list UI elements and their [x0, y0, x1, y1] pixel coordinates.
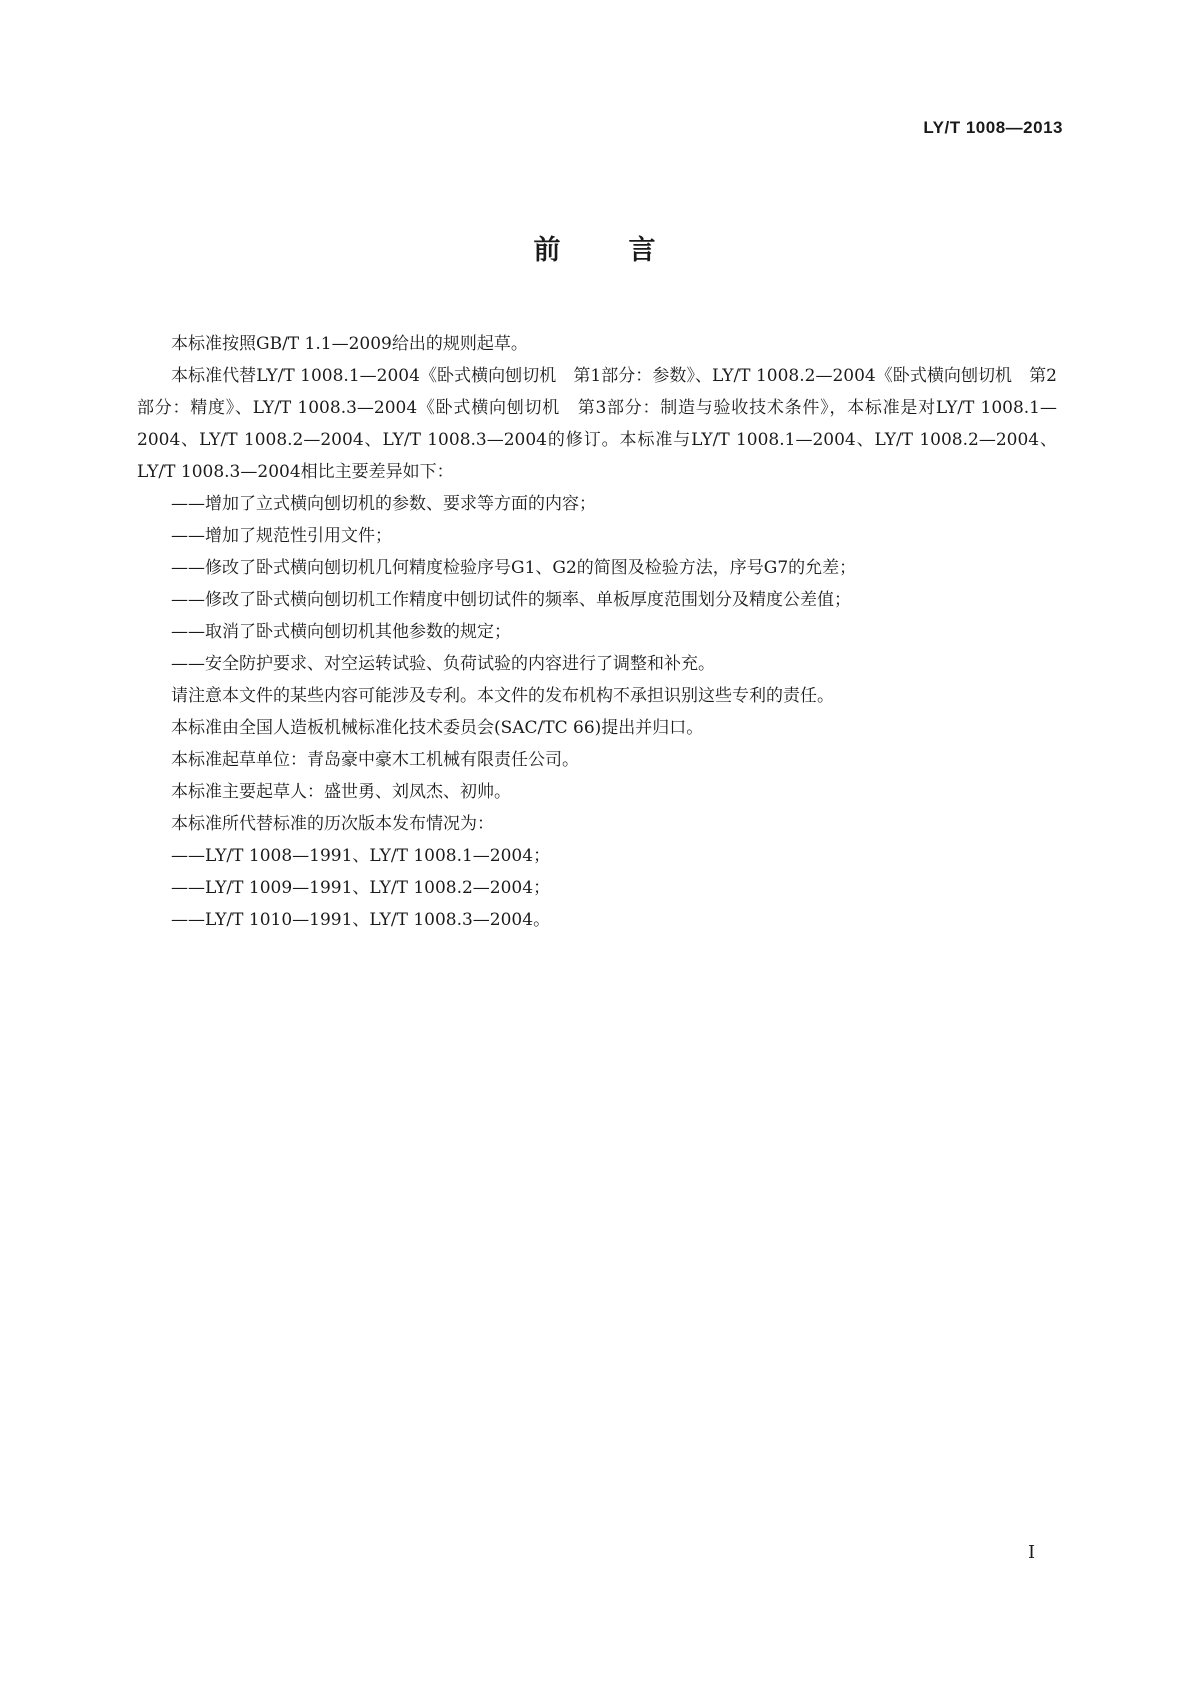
list-item-change: ——修改了卧式横向刨切机工作精度中刨切试件的频率、单板厚度范围划分及精度公差值；: [171, 590, 851, 610]
paragraph-replacement: 本标准代替LY/T 1008.1—2004《卧式横向刨切机 第1部分：参数》、LY/T 1008.2—2004《卧式横向刨切机 第2部分：精度》、LY/T 1008.3—2004《卧式横向刨切机 第3部分：制造与验收技术条件》，本标准是对LY/T 1008.1—2004、LY/T 1008.2—2004、LY/T 1008.3—2004的修订。本标准与LY/T 1008.1—2004、LY/T 1008.2—2004、LY/T 1008.3—2004相比主要差异如下：: [137, 366, 1057, 482]
page-title: [0, 228, 1191, 267]
list-item-change: ——安全防护要求、对空运转试验、负荷试验的内容进行了调整和补充。: [171, 654, 715, 674]
list-item-history: ——LY/T 1008—1991、LY/T 1008.1—2004；: [171, 846, 551, 866]
paragraph-proposer: 本标准由全国人造板机械标准化技术委员会(SAC/TC 66)提出并归口。: [171, 718, 704, 738]
list-item-change: ——取消了卧式横向刨切机其他参数的规定；: [171, 622, 511, 642]
paragraph-drafting-rules: 本标准按照GB/T 1.1—2009给出的规则起草。: [171, 334, 528, 354]
paragraph-drafting-unit: 本标准起草单位：青岛豪中豪木工机械有限责任公司。: [171, 750, 579, 770]
page-number: I: [1028, 1542, 1036, 1563]
title-char-1: 前: [533, 235, 563, 266]
standard-code: LY/T 1008—2013: [923, 118, 1063, 137]
title-char-2: 言: [628, 235, 658, 266]
list-item-history: ——LY/T 1009—1991、LY/T 1008.2—2004；: [171, 878, 551, 898]
list-item-history: ——LY/T 1010—1991、LY/T 1008.3—2004。: [171, 910, 551, 930]
foreword-body: [137, 328, 1057, 936]
list-item-change: ——增加了规范性引用文件；: [171, 526, 392, 546]
list-item-change: ——修改了卧式横向刨切机几何精度检验序号G1、G2的简图及检验方法，序号G7的允差；: [171, 558, 857, 578]
paragraph-patent-notice: 请注意本文件的某些内容可能涉及专利。本文件的发布机构不承担识别这些专利的责任。: [171, 686, 834, 706]
paragraph-drafters: 本标准主要起草人：盛世勇、刘凤杰、初帅。: [171, 782, 511, 802]
paragraph-history-intro: 本标准所代替标准的历次版本发布情况为：: [171, 814, 494, 834]
list-item-change: ——增加了立式横向刨切机的参数、要求等方面的内容；: [171, 494, 596, 514]
